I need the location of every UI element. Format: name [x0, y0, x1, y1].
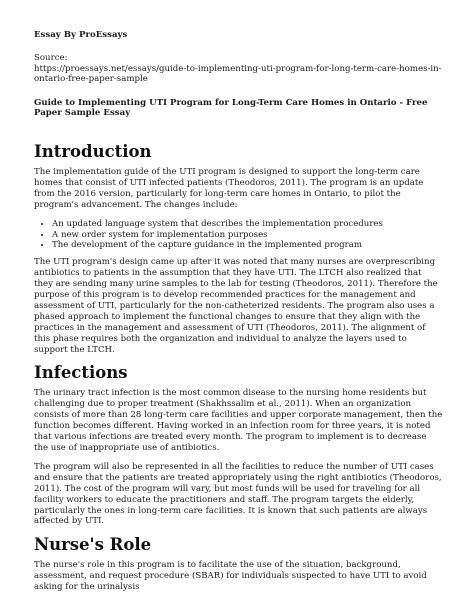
- list-item: • The development of the capture guidance in the implemented program: [52, 240, 443, 251]
- section-nurses-role: [34, 535, 443, 593]
- section-heading-infections: Infections: [34, 363, 128, 383]
- section-heading-introduction: Introduction: [34, 141, 152, 161]
- list-item: • A new order system for implementation purposes: [52, 230, 443, 241]
- list-item: • An updated language system that describes the implementation procedures: [52, 219, 443, 230]
- document-title: Guide to Implementing UTI Program for Long-Term Care Homes in Ontario - Free Paper Sample Essay: [34, 97, 428, 119]
- infections-paragraph-2: The program will also be represented in all the facilities to reduce the number of UTI cases and ensure that the patients are treated appropriately using the right antibiotics (Theodoros, 2011). The cost of the program will vary, but most funds will be used for traveling for all facility workers to educate the practitioners and staff. The program targets the elderly, particularly the ones in long-term care facilities. It is known that such patients are always affected by UTI.: [34, 461, 442, 527]
- infections-paragraph-1: The urinary tract infection is the most common disease to the nursing home residents but challenging due to proper treatment (Shakhssalim et al., 2011). When an organization consists of more than 28 long-term care facilities and upper corporate management, then the function becomes different. Having worked in an infection room for three years, it is noted that various infections are treated every month. The program to implement is to decrease the use of inappropriate use of antibiotics.: [34, 388, 443, 453]
- nurses-role-paragraph-1: The nurse's role in this program is to facilitate the use of the situation, background, assessment, and request procedure (SBAR) for individuals suspected to have UTI to avoid asking for the urinalysis: [34, 560, 427, 593]
- source-label: Source:: [34, 53, 68, 63]
- introduction-paragraph-1: The implementation guide of the UTI program is designed to support the long-term care homes that consist of UTI infected patients (Theodoros, 2011). The program is an update from the 2016 version, particularly for long-term care homes in Ontario, to pilot the program's advancement. The changes include:: [34, 166, 424, 210]
- introduction-bullet-list: [34, 219, 443, 252]
- section-heading-nurses-role: Nurse's Role: [34, 535, 152, 555]
- section-infections: [34, 363, 443, 527]
- brand-name: Essay By ProEssays: [34, 30, 128, 40]
- source-url[interactable]: https://proessays.net/essays/guide-to-implementing-uti-program-for-long-term-care-homes-in-ontario-free-paper-sample: [34, 63, 442, 85]
- section-introduction: [34, 142, 443, 356]
- introduction-paragraph-2: The UTI program's design came up after it was noted that many nurses are overprescribing antibiotics to patients in the assumption that they have UTI. The LTCH also realized that they are sending many urine samples to the lab for testing (Theodoros, 2011). Therefore the purpose of this program is to develop recommended practices for the management and assessment of UTI, particularly for the non-catheterized residents. The program also uses a phased approach to implement the functional changes to ensure that they align with the practices in the management and assessment of UTI (Theodoros, 2011). The alignment of this phase requires both the organization and individual to analyze the layers used to support the LTCH.: [34, 257, 438, 355]
